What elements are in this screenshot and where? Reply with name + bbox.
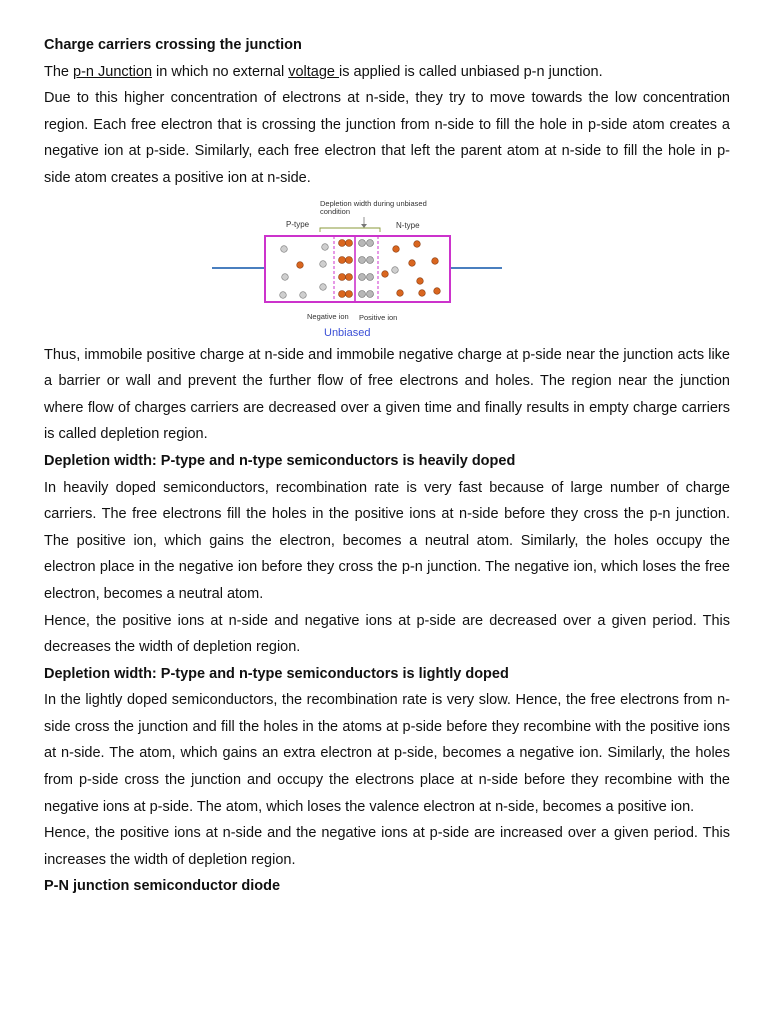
n-type-label: N-type — [396, 220, 420, 230]
depletion-arrow-head — [361, 224, 367, 228]
electron-icon — [434, 287, 441, 294]
hole-icon — [280, 291, 287, 298]
positive-ion-icon — [367, 273, 374, 280]
positive-ion-icon — [367, 239, 374, 246]
depletion-bracket — [320, 228, 380, 232]
electron-icon — [409, 259, 416, 266]
text-segment: is applied is called unbiased p-n junction. — [339, 63, 603, 80]
negative-ion-icon — [346, 290, 353, 297]
positive-ion-icon — [367, 256, 374, 263]
paragraph-electron-movement: Due to this higher concentration of electrons at n-side, they try to move towards the low concentration region. Each free electron that is crossing the junction from n-side to fill the hole in p-side atom creates a negative ion at p-side. Similarly, each free electron that left the parent atom at n-side to fill the hole in p-side atom creates a positive ion at n-side. — [44, 90, 730, 186]
electron-icon — [382, 270, 389, 277]
negative-ion-label: Negative ion — [307, 311, 349, 321]
text-segment: in which no external — [152, 63, 289, 80]
document-page — [44, 32, 730, 900]
negative-ion-icon — [339, 239, 346, 246]
positive-ion-icon — [367, 290, 374, 297]
heading-charge-carriers: Charge carriers crossing the junction — [44, 37, 302, 53]
positive-ion-icon — [359, 256, 366, 263]
paragraph-barrier: Thus, immobile positive charge at n-side and immobile negative charge at p-side near the junction acts like a barrier or wall and prevent the further flow of free electrons and holes. The region near the junction where flow of charges carriers are decreased over a given time and finally results in empty charge carriers is called depletion region. — [44, 346, 730, 443]
figure-caption: Unbiased — [324, 326, 371, 339]
negative-ion-icon — [346, 239, 353, 246]
pn-junction-svg — [44, 192, 730, 342]
positive-ion-icon — [359, 290, 366, 297]
negative-ion-icon — [339, 273, 346, 280]
electron-icon — [417, 277, 424, 284]
hole-icon — [281, 245, 288, 252]
negative-ion-icon — [339, 290, 346, 297]
hole-icon — [322, 243, 329, 250]
p-type-label: P-type — [286, 219, 310, 229]
hole-icon — [282, 273, 289, 280]
negative-ion-icon — [339, 256, 346, 263]
hole-icon — [320, 283, 327, 290]
heading-lightly-doped: Depletion width: P-type and n-type semiconductors is lightly doped — [44, 665, 509, 682]
heading-pn-diode: P-N junction semiconductor diode — [44, 878, 281, 895]
negative-ion-icon — [346, 256, 353, 263]
hole-icon — [320, 260, 327, 267]
text-segment: The — [44, 63, 74, 80]
electron-icon — [432, 257, 439, 264]
electron-icon — [414, 240, 421, 247]
electron-icon — [397, 289, 404, 296]
paragraph-unbiased-definition — [44, 59, 730, 86]
pn-junction-diagram — [44, 192, 730, 342]
electron-icon — [393, 245, 400, 252]
electron-icon — [297, 261, 304, 268]
positive-ion-icon — [359, 273, 366, 280]
paragraph-lightly-doped: In the lightly doped semiconductors, the recombination rate is very slow. Hence, the free electrons from n-side cross the junction and fill the holes in the atoms at p-side before they recombine with the positive ions at n-side. The atom, which gains an extra electron at p-side, becomes a negative ion. Similarly, the holes from p-side cross the junction and occupy the electrons place at n-side before they recombine with the negative ions at p-side. The atom, which loses the valence electron at n-side, becomes a positive ion. — [44, 692, 730, 815]
paragraph-heavily-doped: In heavily doped semiconductors, recombination rate is very fast because of large number of charge carriers. The free electrons fill the holes in the positive ions at n-side before they cross the p-n junction. The positive ion, which gains the electron, becomes a neutral atom. Similarly, the holes occupy the electron place in the negative ion before they cross the p-n junction. The negative ion, which loses the free electron, becomes a neutral atom. — [44, 479, 730, 602]
hole-icon — [300, 291, 307, 298]
negative-ion-icon — [346, 273, 353, 280]
positive-ion-label: Positive ion — [359, 312, 398, 322]
electron-icon — [419, 289, 426, 296]
hole-icon — [392, 266, 399, 273]
positive-ion-icon — [359, 239, 366, 246]
heading-heavily-doped: Depletion width: P-type and n-type semiconductors is heavily doped — [44, 452, 516, 469]
depletion-width-label-line1: Depletion width during unbiased — [320, 198, 427, 208]
voltage-link[interactable]: voltage — [288, 63, 340, 80]
paragraph-lightly-doped-result: Hence, the positive ions at n-side and the negative ions at p-side are increased over a given period. This increases the width of depletion region. — [44, 825, 730, 868]
depletion-width-label-line2: condition — [320, 206, 351, 216]
pn-junction-link[interactable]: p-n Junction — [73, 63, 153, 80]
paragraph-heavily-doped-result: Hence, the positive ions at n-side and negative ions at p-side are decreased over a given period. This decreases the width of depletion region. — [44, 612, 730, 656]
